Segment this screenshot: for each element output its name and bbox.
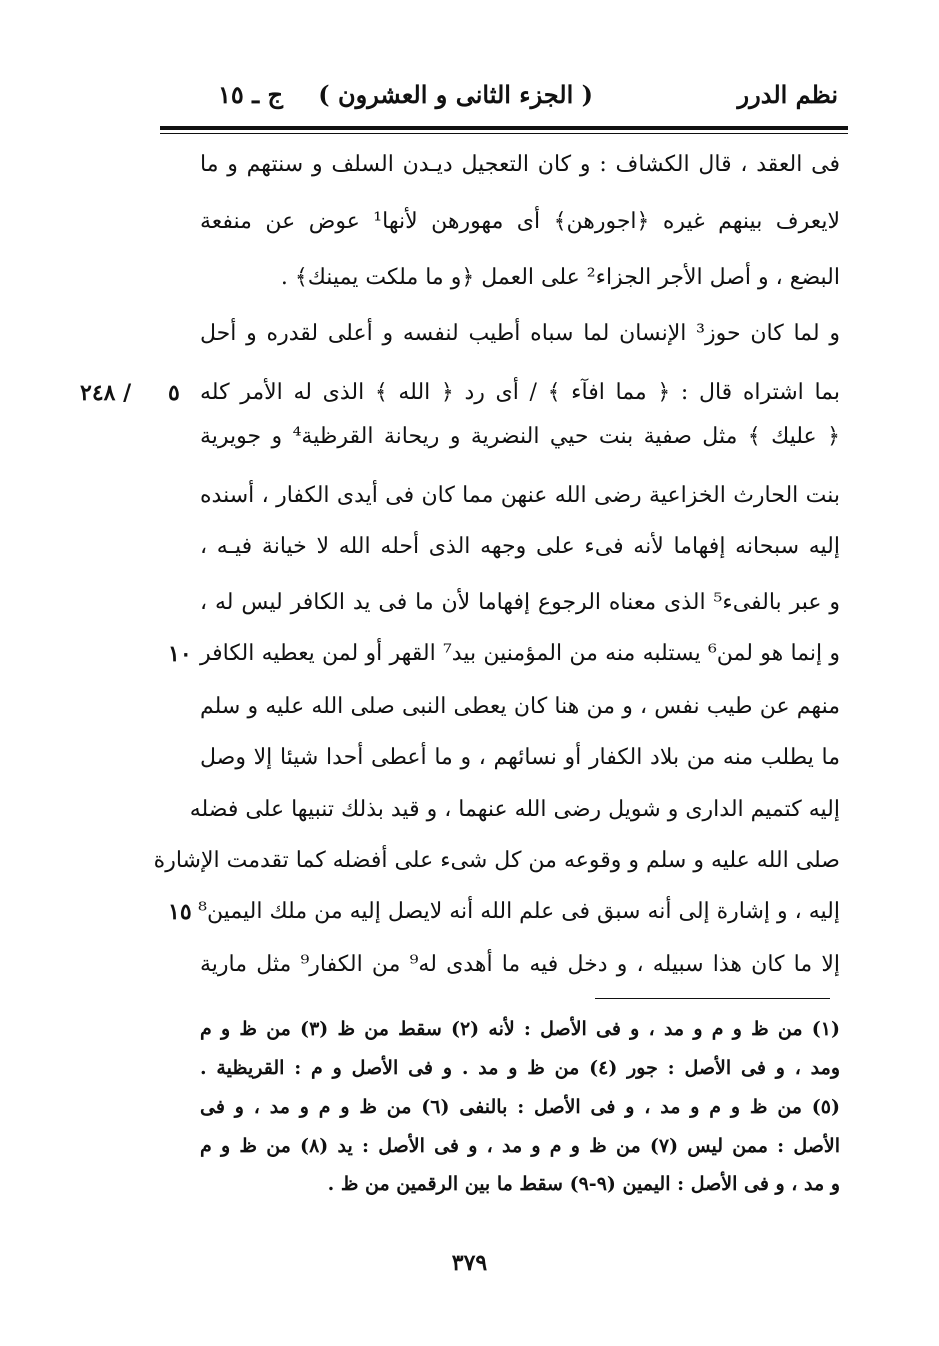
body-line: بما اشتراه قال : ﴿ مما افآء ﴾ / أى رد ﴿ الله ﴾ الذى له الأمر كله (200, 380, 840, 405)
body-line: لايعرف بينهم غيره ﴿اجورهن﴾ أى مهورهن لأنها¹ عوض عن منفعة (200, 209, 841, 234)
body-line: البضع ، و أصل الأجر الجزاء² على العمل ﴿و ما ملكت يمينك﴾ . (280, 265, 840, 290)
footnote-line: (٥) من ظ و م و مد ، و فى الأصل : بالنفى (٦) من ظ و م و مد ، و فى (200, 1096, 841, 1118)
body-line: و لما كان حوز³ الإنسان لما سباه أطيب لنفسه و أعلى لقدره و أحل (200, 321, 840, 346)
footnote-line: الأصل : ممن ليس (٧) من ظ و م و مد ، و فى الأصل : يد (٨) من ظ و م (200, 1135, 840, 1157)
body-line: و عبر بالفىء⁵ الذى معناه الرجوع إفهاما لأن ما فى يد الكافر ليس له ، (200, 590, 840, 615)
body-line: فى العقد ، قال الكشاف : و كان التعجيل ديـدن السلف و سنتهم و ما (200, 152, 840, 177)
body-line: ﴿ عليك ﴾ مثل صفية بنت حيي النضرية و ريحانة القرظية⁴ و جويرية (200, 424, 840, 449)
body-line: منهم عن طيب نفس ، و من هنا كان يعطى النبى صلى الله عليه و سلم (200, 694, 840, 719)
body-line: إليه كتميم الدارى و شويل رضى الله عنهما ، و قيد بذلك تنبيها على فضله (189, 797, 840, 822)
book-title: نظم الدرر (737, 80, 838, 109)
footnote-line: و مد ، و فى الأصل : اليمين (٩-٩) سقط ما بين الرقمين من ظ . (327, 1173, 840, 1195)
body-line: إليه ، و إشارة إلى أنه سبق فى علم الله أنه لايصل إليه من ملك اليمين⁸ (198, 899, 840, 924)
body-line: إلا ما كان هذا سبيله ، و دخل فيه ما أهدى له⁹ من الكفار⁹ مثل مارية (200, 952, 840, 977)
running-header (160, 80, 848, 120)
volume-number: ج ـ ١٥ (217, 80, 283, 109)
page-number: ٣٧٩ (451, 1250, 488, 1276)
body-line: إليه سبحانه إفهاما لأنه فىء على وجهه الذى أحله الله لا خيانة فيـه ، (200, 534, 840, 559)
body-line: صلى الله عليه و سلم و وقوعه من كل شىء على أفضله كما تقدمت الإشارة (153, 848, 840, 873)
line-number-5: ٥ (168, 380, 180, 406)
body-line: و إنما هو لمن⁶ يستلبه منه من المؤمنين بيد⁷ القهر أو لمن يعطيه الكافر (200, 641, 840, 666)
header-rule-thin (160, 133, 848, 134)
footnote-line: ومد ، و فى الأصل : جور (٤) من ظ و مد . و فى الأصل و م : القريظية . (200, 1057, 840, 1079)
body-line: ما يطلب منه من بلاد الكفار أو نسائهم ، و ما أعطى أحدا شيئا إلا وصل (200, 745, 840, 770)
line-number-15: ١٥ (168, 899, 192, 925)
body-line: بنت الحارث الخزاعية رضى الله عنهن مما كان فى أيدى الكفار ، أسنده (200, 483, 840, 508)
header-rule-thick (160, 126, 848, 130)
footnote-separator (595, 998, 830, 999)
part-title: ( الجزء الثانى و العشرون ) (318, 80, 593, 109)
line-number-10: ١٠ (168, 641, 192, 667)
folio-reference: ٢٤٨ / (80, 380, 132, 406)
footnote-line: (١) من ظ و م و مد ، و فى الأصل : لأنه (٢) سقط من ظ (٣) من ظ و م (200, 1018, 840, 1040)
